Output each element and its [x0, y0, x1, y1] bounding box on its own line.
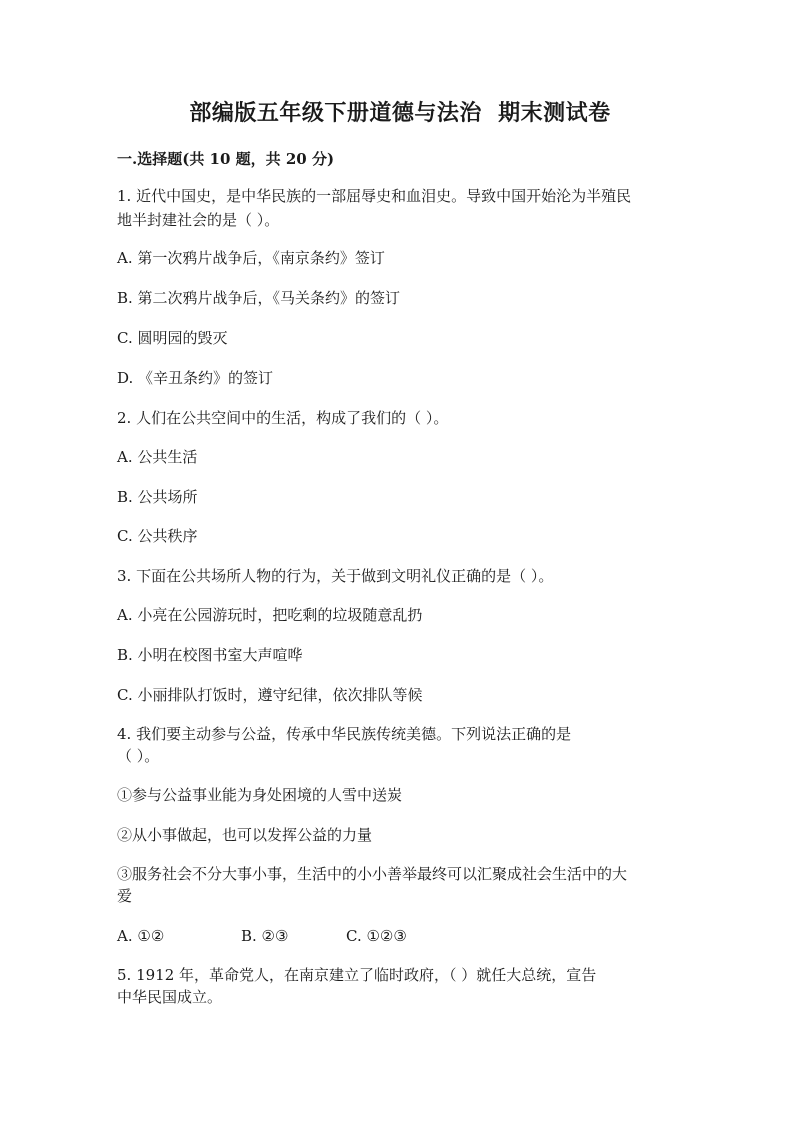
question-1-option-b: B. 第二次鸦片战争后，《马关条约》的签订	[117, 289, 401, 307]
question-4-statement-2: ②从小事做起，也可以发挥公益的力量	[117, 826, 373, 844]
question-2-option-b: B. 公共场所	[117, 488, 198, 506]
question-3-option-a: A. 小亮在公园游玩时，把吃剩的垃圾随意乱扔	[117, 606, 423, 624]
question-1-stem-line-1: 1. 近代中国史，是中华民族的一部屈辱史和血泪史。导致中国开始沦为半殖民	[117, 187, 632, 205]
question-2-stem: 2. 人们在公共空间中的生活，构成了我们的（ ）。	[117, 409, 449, 427]
question-4-stem-line-1: 4. 我们要主动参与公益，传承中华民族传统美德。下列说法正确的是	[117, 725, 572, 743]
exam-title: 部编版五年级下册道德与法治 期末测试卷	[189, 100, 611, 126]
question-4-statement-3-line-2: 爱	[117, 887, 133, 905]
question-3-option-c: C. 小丽排队打饭时，遵守纪律，依次排队等候	[117, 686, 423, 704]
question-4-stem-line-2: （ ）。	[117, 747, 160, 765]
question-5-stem-line-2: 中华民国成立。	[117, 988, 223, 1006]
question-4-option-c: C. ①②③	[346, 927, 407, 945]
question-4-statement-1: ①参与公益事业能为身处困境的人雪中送炭	[117, 786, 403, 804]
question-4-options-row	[117, 926, 407, 947]
question-1-option-d: D. 《辛丑条约》的签订	[117, 369, 274, 387]
question-2-option-c: C. 公共秩序	[117, 527, 198, 545]
section-header: 一.选择题(共 10 题，共 20 分)	[117, 150, 335, 168]
question-5-stem-line-1: 5. 1912 年，革命党人，在南京建立了临时政府，（ ）就任大总统，宣告	[117, 966, 597, 984]
question-3-option-b: B. 小明在校图书室大声喧哗	[117, 646, 303, 664]
question-1-stem-line-2: 地半封建社会的是（ ）。	[117, 211, 280, 229]
question-2-option-a: A. 公共生活	[117, 448, 198, 466]
question-4-statement-3-line-1: ③服务社会不分大事小事，生活中的小小善举最终可以汇聚成社会生活中的大	[117, 865, 628, 883]
question-3-stem: 3. 下面在公共场所人物的行为，关于做到文明礼仪正确的是（ ）。	[117, 567, 554, 585]
question-1-option-c: C. 圆明园的毁灭	[117, 329, 228, 347]
question-1-option-a: A. 第一次鸦片战争后，《南京条约》签订	[117, 249, 385, 267]
question-4-option-b: B. ②③	[241, 927, 289, 945]
question-4-option-a: A. ①②	[117, 927, 165, 945]
